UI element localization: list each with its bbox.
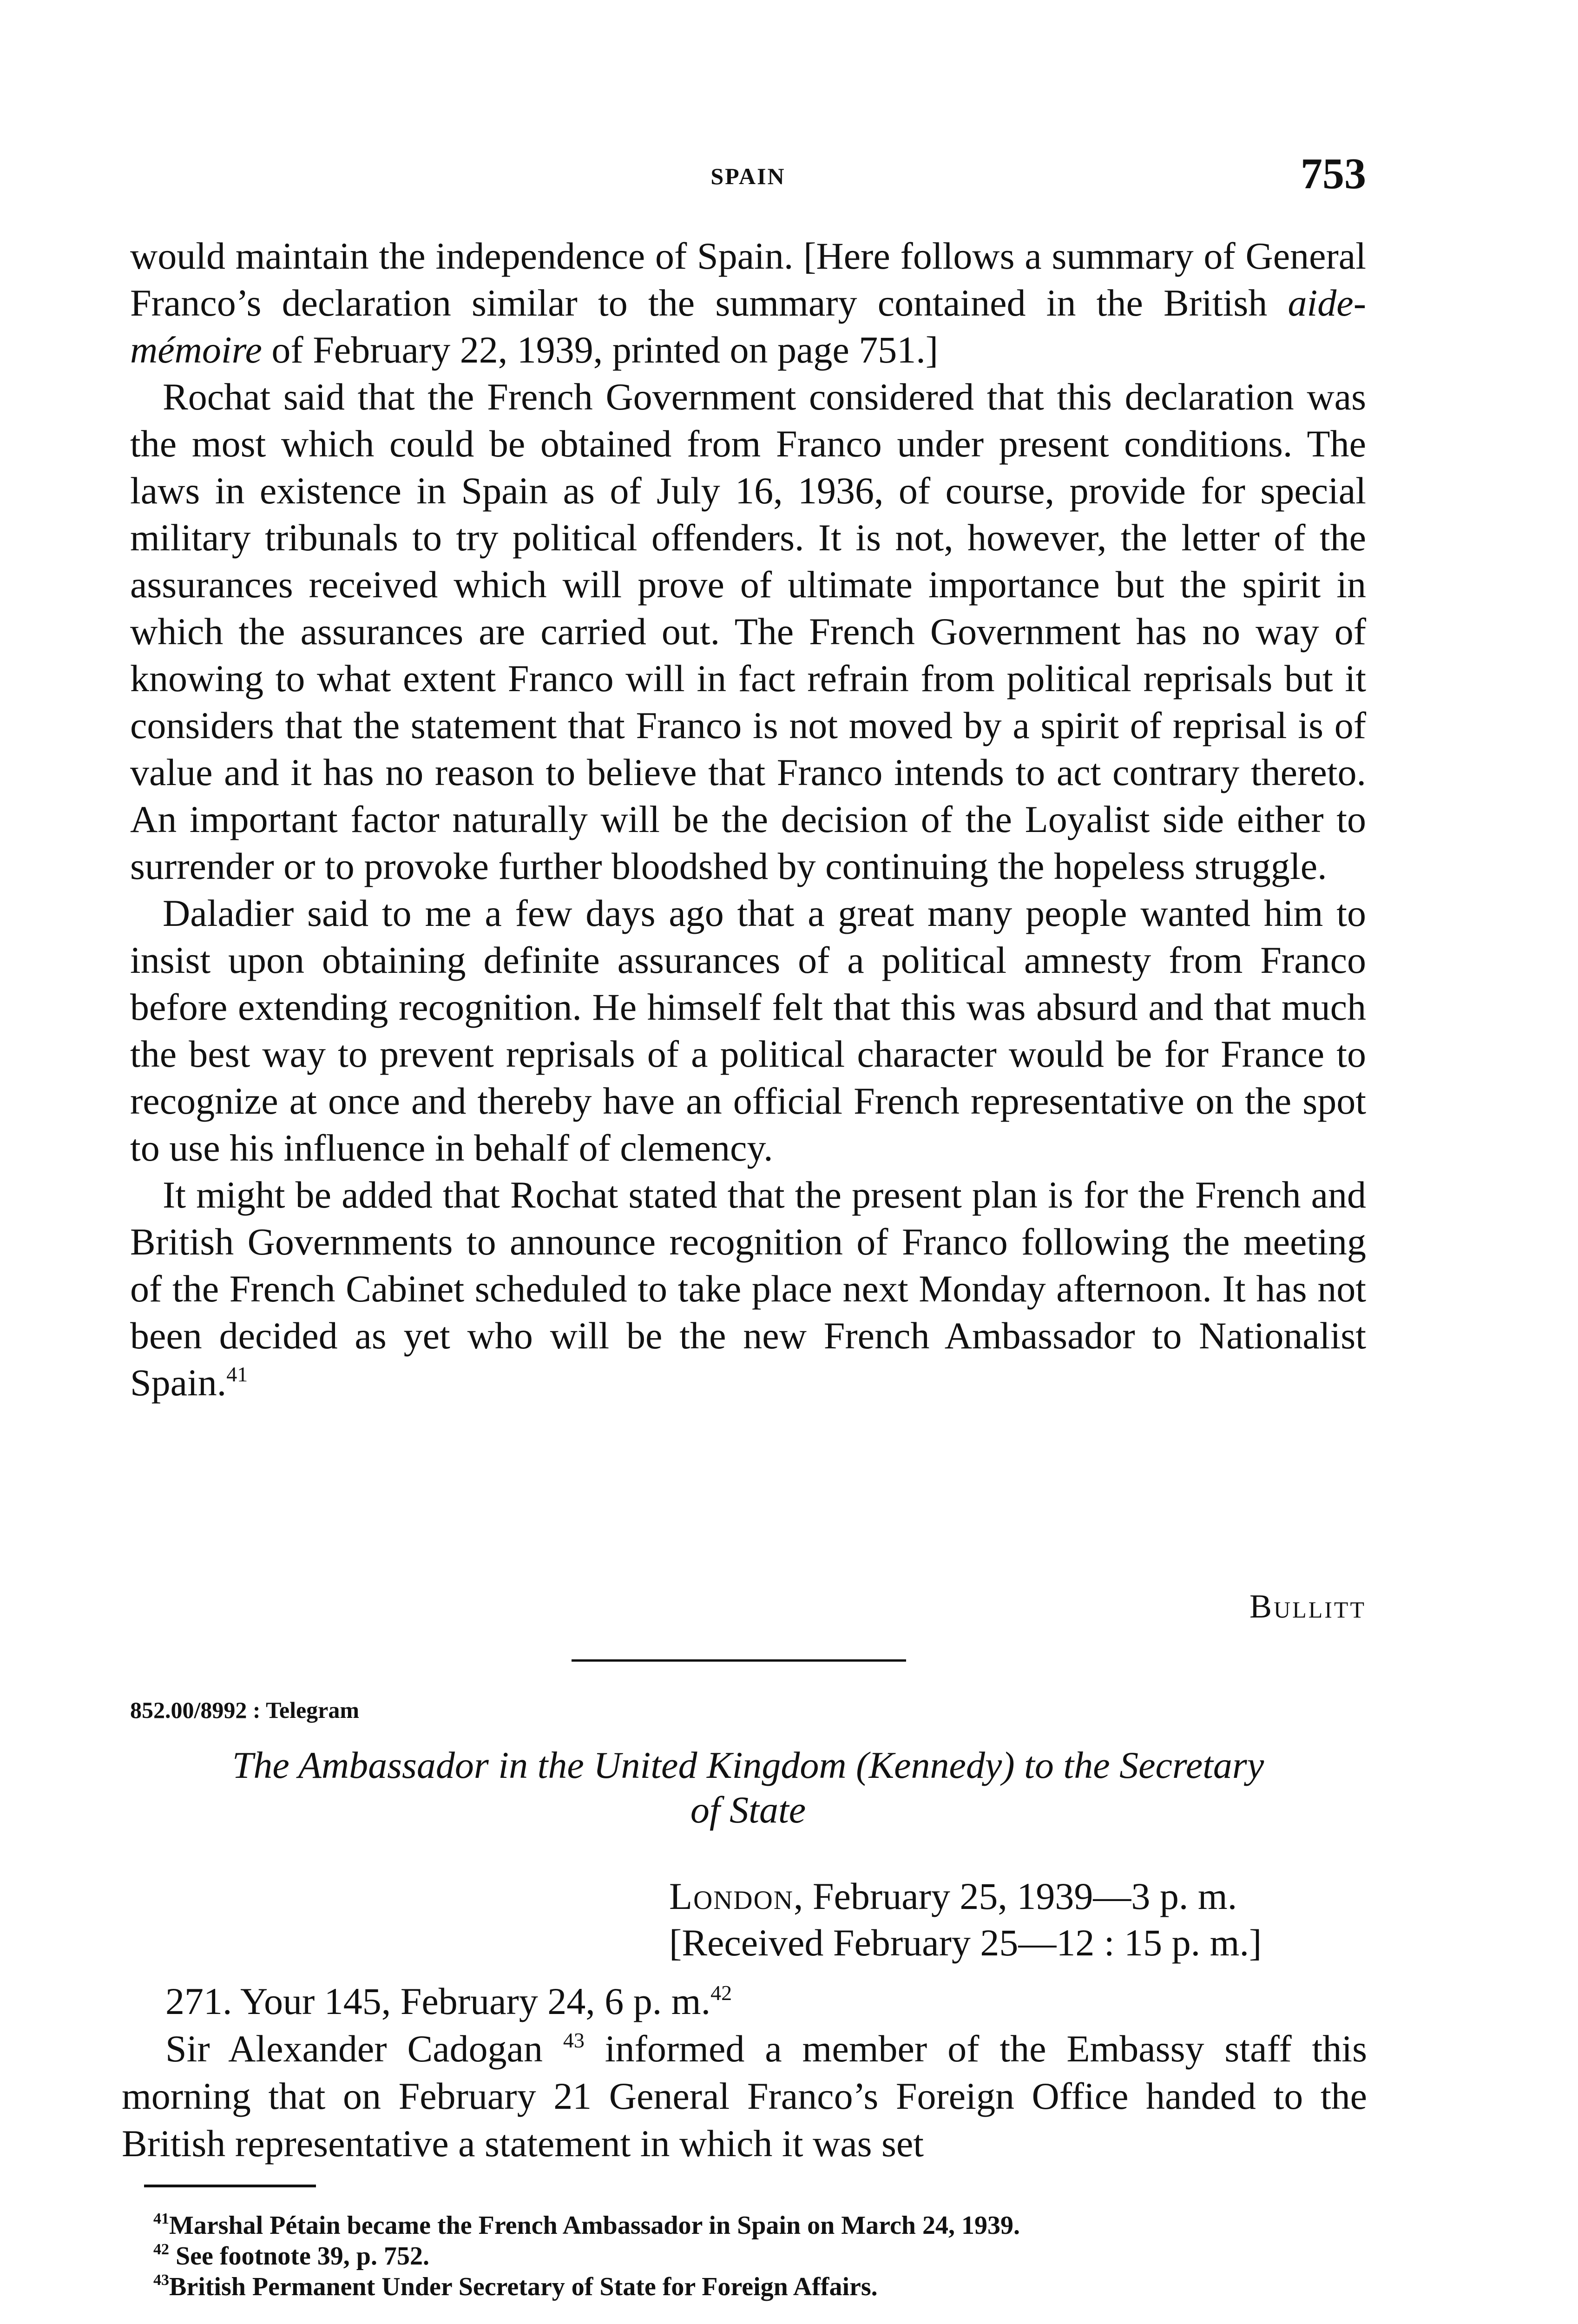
letter-body xyxy=(130,232,1366,1406)
footnote-number: 42 xyxy=(153,2241,169,2258)
dateline xyxy=(669,1873,1262,1966)
footnote-number: 41 xyxy=(153,2210,169,2227)
footnote-ref-41: 41 xyxy=(226,1362,248,1386)
paragraph-1-end: of February 22, 1939, printed on page 751.] xyxy=(262,329,939,371)
footnote xyxy=(153,2271,1020,2302)
footnote-text: Marshal Pétain became the French Ambassador in Spain on March 24, 1939. xyxy=(169,2211,1020,2240)
document-title-line-1: The Ambassador in the United Kingdom (Kennedy) to the Secretary xyxy=(232,1744,1264,1786)
footnote-ref-43: 43 xyxy=(563,2028,585,2052)
paragraph-1 xyxy=(130,232,1366,373)
running-title: SPAIN xyxy=(710,163,786,189)
document-title-line-2: of State xyxy=(690,1789,806,1831)
telegram-paragraph-1 xyxy=(122,1978,1367,2025)
paragraph-1-text: would maintain the independence of Spain. [Here follows a summary of General Franco’s declaration similar to the summary contained in the British xyxy=(130,235,1366,324)
running-head xyxy=(130,149,1366,209)
footnote-ref-42: 42 xyxy=(710,1981,732,2005)
dateline-sent xyxy=(669,1873,1262,1920)
document-title xyxy=(125,1743,1371,1832)
signature: Bullitt xyxy=(1249,1588,1366,1625)
section-divider xyxy=(572,1659,906,1662)
telegram-body xyxy=(122,1978,1367,2167)
footnote-text: British Permanent Under Secretary of State for Foreign Affairs. xyxy=(169,2272,878,2301)
footnote-rule xyxy=(144,2185,316,2187)
footnote-number: 43 xyxy=(153,2271,169,2289)
footnote-text: See footnote 39, p. 752. xyxy=(176,2242,429,2271)
paragraph-4 xyxy=(130,1171,1366,1406)
dateline-date: , February 25, 1939—3 p. m. xyxy=(793,1875,1237,1917)
telegram-paragraph-2-rest: informed a member of the Embassy staff this morning that on February 21 General Franco’s Foreign Office handed to the British representative a statement in which it was set xyxy=(122,2027,1368,2165)
telegram-paragraph-2-start: Sir Alexander Cadogan xyxy=(165,2027,543,2070)
file-number: 852.00/8992 : Telegram xyxy=(130,1697,360,1723)
paragraph-4-text: It might be added that Rochat stated that the present plan is for the French and British Governments to announce recognition of Franco following the meeting of the French Cabinet scheduled to take place next Monday afternoon. It has not been decided as yet who will be the new French Ambassador to Nationalist Spain. xyxy=(130,1174,1366,1404)
dateline-place: London xyxy=(669,1875,794,1917)
dateline-received: [Received February 25—12 : 15 p. m.] xyxy=(669,1921,1262,1964)
aide-memoire-term: aide-mémoire xyxy=(130,282,1366,371)
paragraph-2: Rochat said that the French Government considered that this declaration was the most which could be obtained from Franco under present conditions. The laws in existence in Spain as of July 16, 1936, of course, provide for special military tribunals to try political offenders. It is not, however, the letter of the assurances received which will prove of ultimate importance but the spirit in which the assurances are carried out. The French Government has no way of knowing to what extent Franco will in fact refrain from political reprisals but it considers that the statement that Franco is not moved by a spirit of reprisal is of value and it has no reason to believe that Franco intends to act contrary thereto. An important factor naturally will be the decision of the Loyalist side either to surrender or to provoke further bloodshed by continuing the hopeless struggle. xyxy=(130,376,1366,887)
telegram-paragraph-1-text: 271. Your 145, February 24, 6 p. m. xyxy=(165,1980,711,2022)
paragraph-3: Daladier said to me a few days ago that a great many people wanted him to insist upon obtaining definite assurances of a political amnesty from Franco before extending recognition. He himself felt that this was absurd and that much the best way to prevent reprisals of a political character would be for France to recognize at once and thereby have an official French representative on the spot to use his influence in behalf of clemency. xyxy=(130,892,1366,1169)
telegram-paragraph-2 xyxy=(122,2025,1367,2167)
page-number: 753 xyxy=(1301,150,1366,198)
footnote xyxy=(153,2210,1020,2241)
footnotes xyxy=(153,2210,1020,2302)
footnote xyxy=(153,2241,1020,2271)
